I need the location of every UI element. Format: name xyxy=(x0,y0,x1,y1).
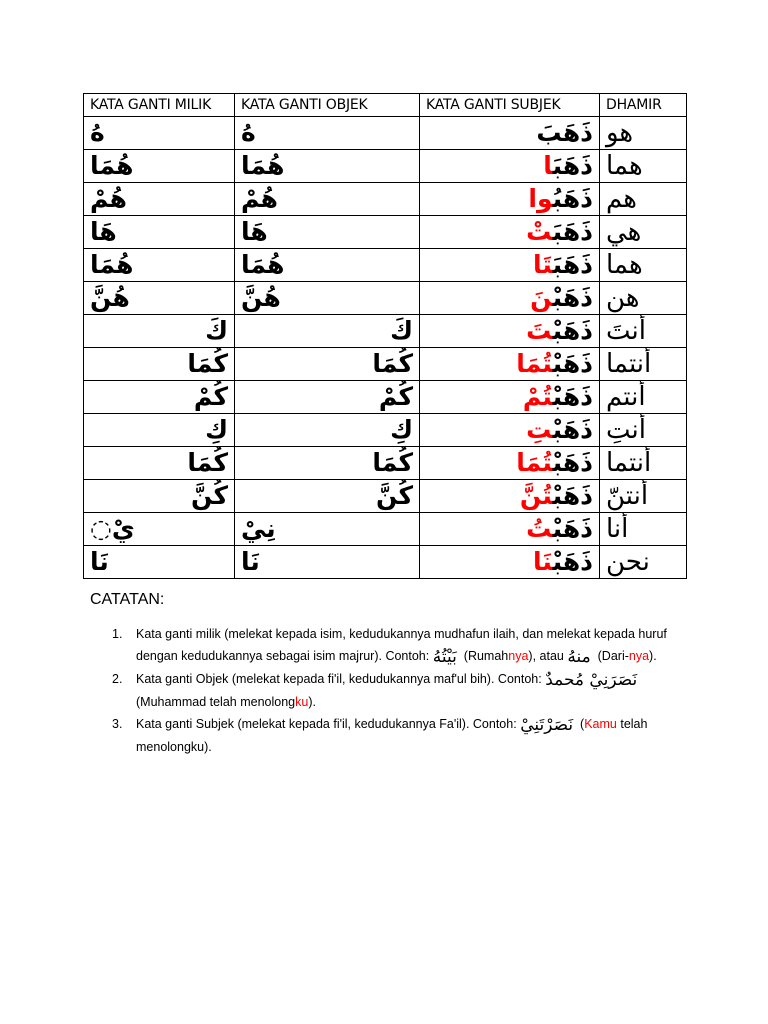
table-row xyxy=(84,249,687,282)
subjek-suffix: تْ xyxy=(526,217,553,246)
subjek-suffix: تِ xyxy=(526,415,553,444)
cell-milik xyxy=(84,117,235,150)
dhamir-pronoun: أنتِ xyxy=(606,415,646,445)
notes-list xyxy=(108,623,688,758)
notes-title: CATATAN: xyxy=(90,591,165,608)
cell-objek xyxy=(235,480,420,513)
note-highlight: nya xyxy=(628,649,650,663)
cell-objek xyxy=(235,414,420,447)
subjek-stem: ذَهَبُ xyxy=(552,184,593,213)
table-row xyxy=(84,480,687,513)
note-arabic-example: بَيْتُهُ xyxy=(432,647,457,667)
milik-pronoun: كُمْ xyxy=(193,382,228,411)
note-text: telah menolongku). xyxy=(136,717,648,754)
dhamir-pronoun: هما xyxy=(606,151,643,181)
note-text: (Muhammad telah menolong xyxy=(136,695,296,709)
objek-pronoun: هُمَا xyxy=(241,151,285,180)
subjek-suffix: وا xyxy=(528,184,553,213)
note-text: (Dari- xyxy=(597,649,629,663)
dhamir-pronoun: هما xyxy=(606,250,643,280)
cell-dhamir xyxy=(600,282,687,315)
subjek-stem: ذَهَبْ xyxy=(552,547,593,576)
objek-pronoun: نَا xyxy=(241,547,260,576)
milik-pronoun: هَا xyxy=(90,217,117,246)
table-row xyxy=(84,513,687,546)
cell-objek xyxy=(235,546,420,579)
cell-dhamir xyxy=(600,183,687,216)
objek-pronoun: كُمْ xyxy=(378,382,413,411)
cell-milik xyxy=(84,513,235,546)
table-row xyxy=(84,447,687,480)
cell-objek xyxy=(235,183,420,216)
table-row xyxy=(84,183,687,216)
dhamir-pronoun: هو xyxy=(606,118,634,148)
dhamir-pronoun: أنتَ xyxy=(606,316,646,346)
cell-dhamir xyxy=(600,513,687,546)
table-row xyxy=(84,315,687,348)
cell-milik xyxy=(84,150,235,183)
cell-subjek xyxy=(420,315,600,348)
objek-pronoun: هُ xyxy=(241,118,256,147)
cell-milik xyxy=(84,183,235,216)
table-row xyxy=(84,546,687,579)
table-row xyxy=(84,282,687,315)
dhamir-pronoun: هم xyxy=(606,184,638,214)
objek-pronoun: هُنَّ xyxy=(241,283,281,312)
table-row xyxy=(84,414,687,447)
subjek-suffix: تَا xyxy=(533,250,553,279)
note-highlight: Kamu xyxy=(584,717,617,731)
note-text: ). xyxy=(308,695,316,709)
dhamir-pronoun: هن xyxy=(606,283,640,313)
objek-pronoun: كَ xyxy=(390,316,413,345)
cell-objek xyxy=(235,216,420,249)
cell-subjek xyxy=(420,216,600,249)
dhamir-pronoun: أنتما xyxy=(606,448,652,478)
note-item-1 xyxy=(108,623,688,668)
cell-subjek xyxy=(420,414,600,447)
subjek-stem: ذَهَبْ xyxy=(552,283,593,312)
cell-subjek xyxy=(420,513,600,546)
cell-milik xyxy=(84,414,235,447)
cell-dhamir xyxy=(600,447,687,480)
milik-pronoun: كُمَا xyxy=(187,448,228,477)
cell-milik xyxy=(84,546,235,579)
pronoun-table xyxy=(83,93,687,579)
cell-objek xyxy=(235,282,420,315)
subjek-stem: ذَهَبْ xyxy=(552,514,593,543)
objek-pronoun: كُنَّ xyxy=(375,481,413,510)
subjek-suffix: نَا xyxy=(533,547,553,576)
subjek-stem: ذَهَبْ xyxy=(552,382,593,411)
cell-subjek xyxy=(420,282,600,315)
table-row xyxy=(84,150,687,183)
objek-pronoun: كِ xyxy=(390,415,413,444)
cell-dhamir xyxy=(600,315,687,348)
note-text: (Rumah xyxy=(463,649,509,663)
note-text: ). xyxy=(649,649,657,663)
note-text: Kata ganti Subjek (melekat kepada fi'il, kedudukannya Fa'il). Contoh: xyxy=(136,717,517,731)
milik-pronoun: نَا xyxy=(90,547,109,576)
objek-pronoun: هَا xyxy=(241,217,268,246)
milik-pronoun: هُنَّ xyxy=(90,283,130,312)
cell-milik xyxy=(84,447,235,480)
header-dhamir: DHAMIR xyxy=(600,94,687,117)
note-number: 1. xyxy=(112,627,123,641)
cell-subjek xyxy=(420,381,600,414)
milik-pronoun: كُنَّ xyxy=(190,481,228,510)
note-highlight: nya xyxy=(508,649,529,663)
table-row xyxy=(84,348,687,381)
cell-subjek xyxy=(420,249,600,282)
subjek-stem: ذَهَبَ xyxy=(552,217,593,246)
subjek-suffix: ا xyxy=(543,151,553,180)
header-objek: KATA GANTI OBJEK xyxy=(235,94,420,117)
subjek-suffix: نَ xyxy=(530,283,553,312)
subjek-suffix: تَ xyxy=(526,316,553,345)
dhamir-pronoun: أنتم xyxy=(606,382,646,412)
cell-subjek xyxy=(420,546,600,579)
cell-objek xyxy=(235,381,420,414)
subjek-stem: ذَهَبْ xyxy=(552,448,593,477)
cell-dhamir xyxy=(600,480,687,513)
cell-dhamir xyxy=(600,117,687,150)
cell-dhamir xyxy=(600,249,687,282)
table-body xyxy=(84,117,687,579)
cell-subjek xyxy=(420,183,600,216)
cell-subjek xyxy=(420,150,600,183)
milik-pronoun: هُ xyxy=(90,118,105,147)
objek-pronoun: هُمْ xyxy=(241,184,278,213)
subjek-stem: ذَهَبْ xyxy=(552,316,593,345)
note-text: ( xyxy=(580,717,585,731)
dhamir-pronoun: أنتما xyxy=(606,349,652,379)
cell-objek xyxy=(235,513,420,546)
milik-pronoun: ◌يْ xyxy=(90,514,135,543)
note-item-3 xyxy=(108,713,688,758)
note-arabic-example: نَصَرَنِيْ مُحمدٌ xyxy=(545,670,638,690)
table-header-row xyxy=(84,94,687,117)
objek-pronoun: كُمَا xyxy=(372,448,413,477)
note-number: 2. xyxy=(112,672,123,686)
objek-pronoun: هُمَا xyxy=(241,250,285,279)
milik-pronoun: هُمْ xyxy=(90,184,127,213)
cell-objek xyxy=(235,117,420,150)
cell-milik xyxy=(84,249,235,282)
subjek-stem: ذَهَبْ xyxy=(552,481,593,510)
cell-objek xyxy=(235,249,420,282)
cell-milik xyxy=(84,315,235,348)
subjek-stem: ذَهَبْ xyxy=(552,349,593,378)
subjek-suffix: تُ xyxy=(526,514,553,543)
cell-dhamir xyxy=(600,381,687,414)
dhamir-pronoun: نحن xyxy=(606,547,650,577)
subjek-stem: ذَهَبَ xyxy=(552,250,593,279)
cell-subjek xyxy=(420,117,600,150)
dhamir-pronoun: أنا xyxy=(606,514,629,544)
cell-dhamir xyxy=(600,216,687,249)
dhamir-pronoun: أنتنّ xyxy=(606,481,649,511)
milik-pronoun: هُمَا xyxy=(90,151,134,180)
note-highlight: ku xyxy=(295,695,309,709)
objek-pronoun: كُمَا xyxy=(372,349,413,378)
note-text: ), atau xyxy=(528,649,564,663)
cell-dhamir xyxy=(600,414,687,447)
subjek-stem: ذَهَبْ xyxy=(552,415,593,444)
milik-pronoun: هُمَا xyxy=(90,250,134,279)
cell-objek xyxy=(235,150,420,183)
note-item-2 xyxy=(108,668,688,713)
cell-dhamir xyxy=(600,348,687,381)
milik-pronoun: كِ xyxy=(205,415,228,444)
note-text: Kata ganti Objek (melekat kepada fi'il, kedudukannya maf'ul bih). Contoh: xyxy=(136,672,542,686)
cell-objek xyxy=(235,447,420,480)
note-text: Kata ganti milik (melekat kepada isim, kedudukannya mudhafun ilaih, dan melekat kepada huruf dengan kedudukannya sebagai isim majrur). Contoh: xyxy=(136,627,667,663)
cell-milik xyxy=(84,348,235,381)
header-milik: KATA GANTI MILIK xyxy=(84,94,235,117)
dhamir-pronoun: هي xyxy=(606,217,642,247)
cell-subjek xyxy=(420,447,600,480)
subjek-suffix: تُمَا xyxy=(516,349,553,378)
objek-pronoun: نِيْ xyxy=(241,514,276,543)
note-arabic-example: نَصَرْتَنِيْ xyxy=(520,715,574,735)
header-subjek: KATA GANTI SUBJEK xyxy=(420,94,600,117)
cell-milik xyxy=(84,381,235,414)
cell-milik xyxy=(84,480,235,513)
cell-objek xyxy=(235,315,420,348)
table-row xyxy=(84,381,687,414)
cell-subjek xyxy=(420,480,600,513)
table-row xyxy=(84,117,687,150)
cell-dhamir xyxy=(600,546,687,579)
milik-pronoun: كُمَا xyxy=(187,349,228,378)
note-number: 3. xyxy=(112,717,123,731)
cell-milik xyxy=(84,282,235,315)
subjek-suffix: تُمَا xyxy=(516,448,553,477)
subjek-stem: ذَهَبَ xyxy=(552,151,593,180)
subjek-stem: ذَهَبَ xyxy=(536,118,593,147)
cell-subjek xyxy=(420,348,600,381)
table-row xyxy=(84,216,687,249)
note-arabic-example: منهُ xyxy=(567,647,591,667)
cell-objek xyxy=(235,348,420,381)
subjek-suffix: تُنَّ xyxy=(519,481,553,510)
subjek-suffix: تُمْ xyxy=(522,382,553,411)
milik-pronoun: كَ xyxy=(205,316,228,345)
cell-milik xyxy=(84,216,235,249)
cell-dhamir xyxy=(600,150,687,183)
